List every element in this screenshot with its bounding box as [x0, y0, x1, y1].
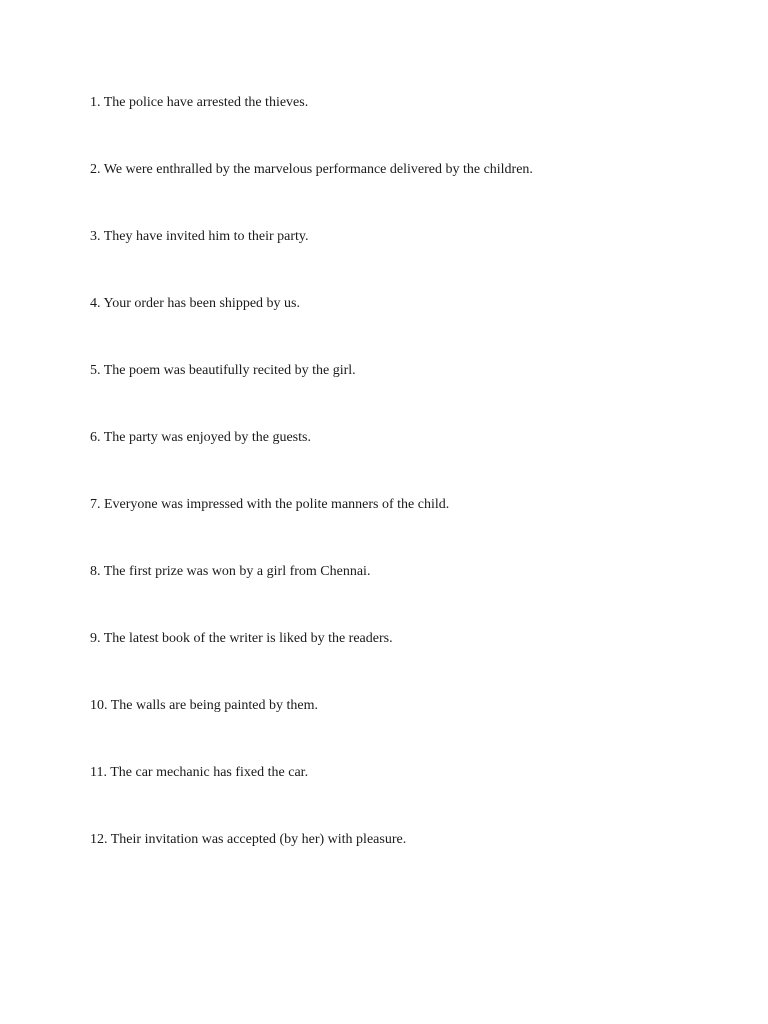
sentence-5: 5. The poem was beautifully recited by the girl.	[90, 363, 356, 378]
sentence-12: 12. Their invitation was accepted (by her) with pleasure.	[90, 832, 407, 847]
sentence-11: 11. The car mechanic has fixed the car.	[90, 765, 309, 780]
sentence-7: 7. Everyone was impressed with the polite manners of the child.	[90, 497, 450, 512]
sentence-4: 4. Your order has been shipped by us.	[90, 296, 300, 311]
sentence-1: 1. The police have arrested the thieves.	[90, 95, 309, 110]
sentence-10: 10. The walls are being painted by them.	[90, 698, 318, 713]
sentence-8: 8. The first prize was won by a girl from Chennai.	[90, 564, 371, 579]
sentence-3: 3. They have invited him to their party.	[90, 229, 309, 244]
sentence-2: 2. We were enthralled by the marvelous performance delivered by the children.	[90, 162, 533, 177]
sentence-list	[90, 94, 730, 898]
sentence-9: 9. The latest book of the writer is liked by the readers.	[90, 631, 393, 646]
sentence-6: 6. The party was enjoyed by the guests.	[90, 430, 311, 445]
